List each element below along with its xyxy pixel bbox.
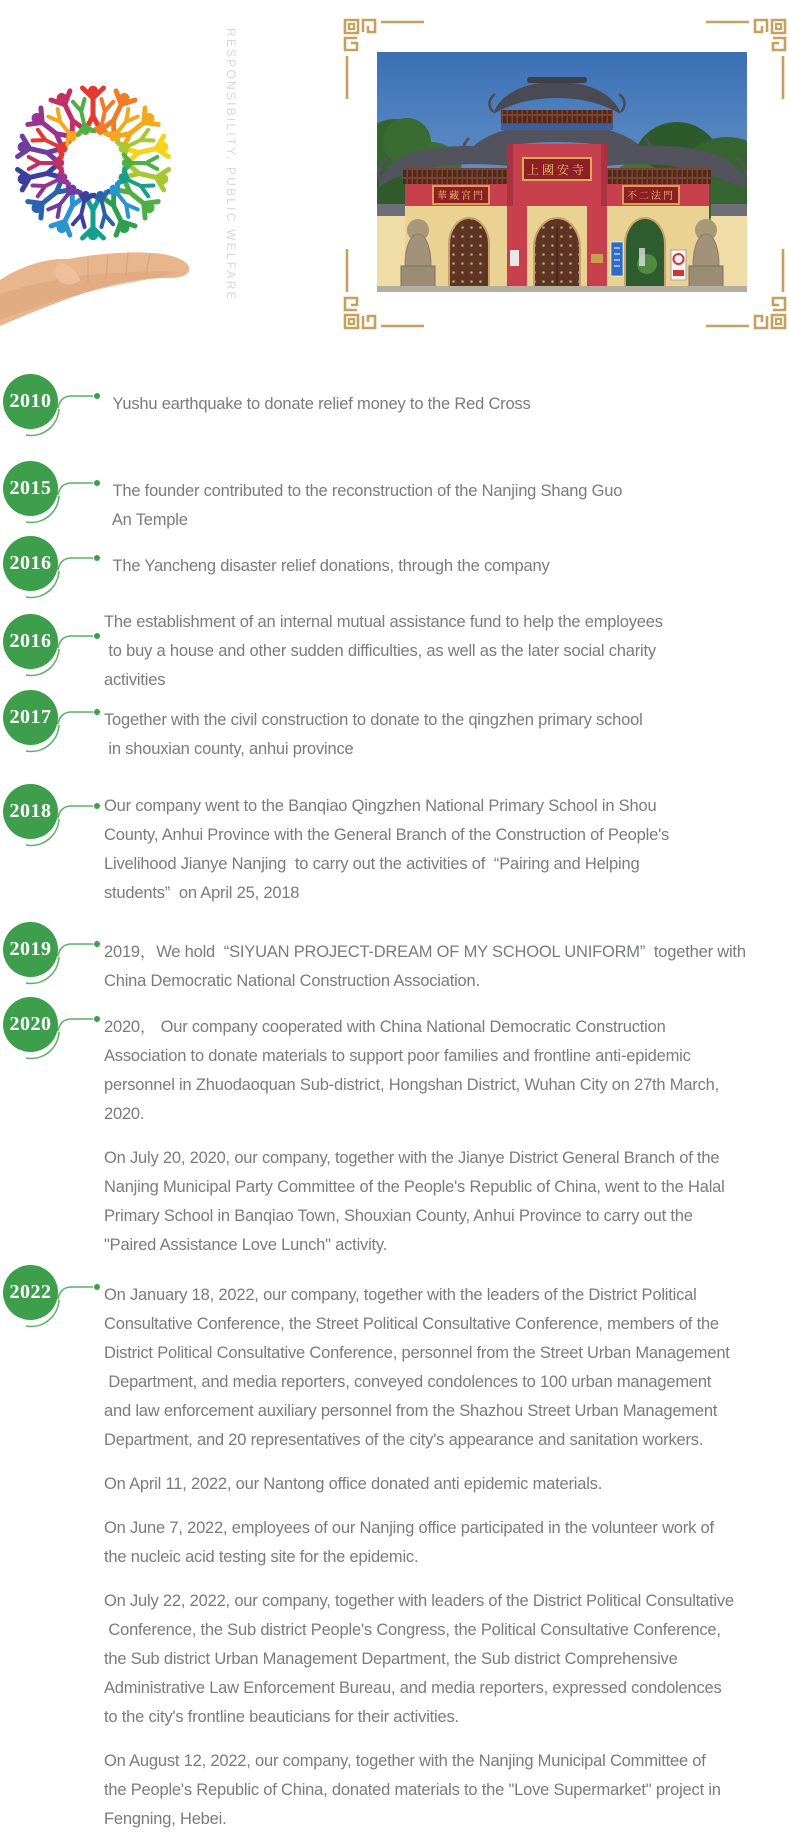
timeline-text-line: County, Anhui Province with the General Branch of the Construction of People's (104, 826, 670, 844)
timeline-paragraph (104, 1747, 784, 1834)
timeline-paragraph (104, 1013, 784, 1129)
year-badge: 2016 (3, 614, 58, 669)
person-figure-inner (122, 155, 157, 172)
timeline-text-line: Nanjing Municipal Party Committee of the People's Republic of China, went to the Halal (104, 1178, 725, 1196)
year-badge-wrap (0, 690, 110, 756)
timeline-text-line: and law enforcement auxiliary personnel from the Shazhou Street Urban Management (104, 1402, 718, 1420)
open-hand-image (0, 246, 200, 326)
timeline-text-line: Our company went to the Banqiao Qingzhen National Primary School in Shou (104, 797, 657, 815)
plaque-center-text: 上國安寺 (526, 163, 588, 177)
timeline-text-line: the Sub district Urban Management Department, the Sub district Comprehensive (104, 1650, 678, 1668)
timeline-text-line: On June 7, 2022, employees of our Nanjing office participated in the volunteer work of (104, 1519, 714, 1537)
timeline-text-line: Conference, the Sub district People's Congress, the Political Consultative Conference, (104, 1621, 721, 1639)
timeline-text-line: On April 11, 2022, our Nantong office donated anti epidemic materials. (104, 1475, 603, 1493)
timeline-text-line: An Temple (104, 511, 188, 529)
timeline-text-line: to buy a house and other sudden difficulties, as well as the later social charity (104, 642, 656, 660)
year-badge-wrap (0, 922, 110, 988)
entry-text (104, 608, 784, 695)
person-figure-inner (104, 108, 139, 146)
timeline-text-line: the nucleic acid testing site for the epidemic. (104, 1548, 419, 1566)
connector-line (57, 798, 105, 824)
year-badge-wrap (0, 997, 110, 1063)
entry-text (104, 1013, 784, 1260)
person-figure-inner (46, 180, 81, 218)
timeline-text-line: The founder contributed to the reconstruction of the Nanjing Shang Guo (104, 482, 623, 500)
hero-section (0, 0, 789, 340)
timeline-text-line: Fengning, Hebei. (104, 1810, 227, 1828)
connector-line (57, 1279, 105, 1305)
connector-line (57, 1011, 105, 1037)
plaque-left-text: 華藏宮門 (437, 191, 485, 202)
timeline-text-line: On January 18, 2022, our company, together with the leaders of the District Political (104, 1286, 697, 1304)
year-badge-wrap (0, 536, 110, 602)
year-badge: 2016 (3, 536, 58, 591)
timeline-text-line: Primary School in Banqiao Town, Shouxian County, Anhui Province to carry out the (104, 1207, 693, 1225)
timeline-paragraph (104, 1514, 784, 1572)
connector-line (57, 936, 105, 962)
year-badge: 2017 (3, 690, 58, 745)
timeline-text-line: Administrative Law Enforcement Bureau, and media reporters, expressed condolences (104, 1679, 722, 1697)
timeline-text-line: On August 12, 2022, our company, together with the Nanjing Municipal Committee of (104, 1752, 706, 1770)
timeline-paragraph (104, 1281, 784, 1455)
plaque-right-text: 不二法門 (627, 191, 675, 202)
vertical-caption: RESPONSIBILITY, PUBLIC WELFARE (224, 28, 238, 302)
timeline-text-line: 2019，We hold “SIYUAN PROJECT-DREAM OF MY SCHOOL UNIFORM” together with (104, 943, 746, 961)
connector-line (57, 628, 105, 654)
timeline-text-line: The Yancheng disaster relief donations, through the company (104, 557, 550, 575)
timeline-text-line: the People's Republic of China, donated materials to the "Love Supermarket" project in (104, 1781, 721, 1799)
year-badge: 2010 (3, 374, 58, 429)
year-badge-wrap (0, 461, 110, 527)
entry-text (104, 706, 784, 764)
ground (377, 286, 747, 292)
timeline-paragraph (104, 792, 784, 908)
timeline-text-line: On July 20, 2020, our company, together with the Jianye District General Branch of the (104, 1149, 720, 1167)
person-figure-inner (104, 180, 139, 218)
timeline-paragraph (104, 477, 784, 535)
timeline-text-line: to the city's frontline beauticians for their activities. (104, 1708, 459, 1726)
timeline-paragraph (104, 608, 784, 695)
connector-line (57, 388, 105, 414)
timeline-text-line: Department, and media reporters, conveyed condolences to 100 urban management (104, 1373, 712, 1391)
connector-line (57, 704, 105, 730)
year-badge: 2022 (3, 1265, 58, 1320)
timeline-paragraph (104, 938, 784, 996)
timeline-text-line: "Paired Assistance Love Lunch" activity. (104, 1236, 388, 1254)
timeline-text-line: in shouxian county, anhui province (104, 740, 354, 758)
year-badge-wrap (0, 374, 110, 440)
year-badge: 2018 (3, 784, 58, 839)
person-figure-inner (29, 155, 64, 172)
people-circle-charity-logo (8, 78, 178, 248)
timeline-text-line: students” on April 25, 2018 (104, 884, 300, 902)
timeline-text-line: Livelihood Jianye Nanjing to carry out the activities of “Pairing and Helping (104, 855, 640, 873)
timeline-text-line: District Political Consultative Conference, personnel from the Street Urban Management (104, 1344, 730, 1362)
year-badge-wrap (0, 1265, 110, 1331)
timeline-text-line: The establishment of an internal mutual assistance fund to help the employees (104, 613, 663, 631)
year-badge: 2015 (3, 461, 58, 516)
year-badge: 2020 (3, 997, 58, 1052)
entry-text (104, 1281, 784, 1834)
entry-text (104, 938, 784, 996)
timeline-text-line: China Democratic National Construction Association. (104, 972, 480, 990)
timeline-text-line: Department, and 20 representatives of the city's appearance and sanitation workers. (104, 1431, 704, 1449)
entry-text (104, 552, 784, 581)
timeline-paragraph (104, 552, 784, 581)
shang-guo-an-temple-gate-photo (377, 52, 747, 292)
year-badge-wrap (0, 784, 110, 850)
connector-line (57, 475, 105, 501)
timeline-text-line: Consultative Conference, the Street Political Consultative Conference, members of the (104, 1315, 719, 1333)
timeline-paragraph (104, 1144, 784, 1260)
year-badge: 2019 (3, 922, 58, 977)
timeline-text-line: Together with the civil construction to donate to the qingzhen primary school (104, 711, 643, 729)
connector-line (57, 550, 105, 576)
entry-text (104, 390, 784, 419)
timeline-paragraph (104, 1587, 784, 1732)
timeline-text-line: 2020. (104, 1105, 145, 1123)
timeline-paragraph (104, 390, 784, 419)
entry-text (104, 477, 784, 535)
timeline-text-line: 2020， Our company cooperated with China National Democratic Construction (104, 1018, 666, 1036)
timeline-text-line: Yushu earthquake to donate relief money to the Red Cross (104, 395, 531, 413)
timeline-text-line: Association to donate materials to support poor families and frontline anti-epidemic (104, 1047, 691, 1065)
year-badge-wrap (0, 614, 110, 680)
timeline-text-line: activities (104, 671, 166, 689)
timeline-paragraph (104, 706, 784, 764)
timeline-text-line: personnel in Zhuodaoquan Sub-district, Hongshan District, Wuhan City on 27th March, (104, 1076, 720, 1094)
timeline-paragraph (104, 1470, 784, 1499)
timeline-text-line: On July 22, 2022, our company, together with leaders of the District Political Consultative (104, 1592, 734, 1610)
entry-text (104, 792, 784, 908)
person-figure-inner (46, 108, 81, 146)
